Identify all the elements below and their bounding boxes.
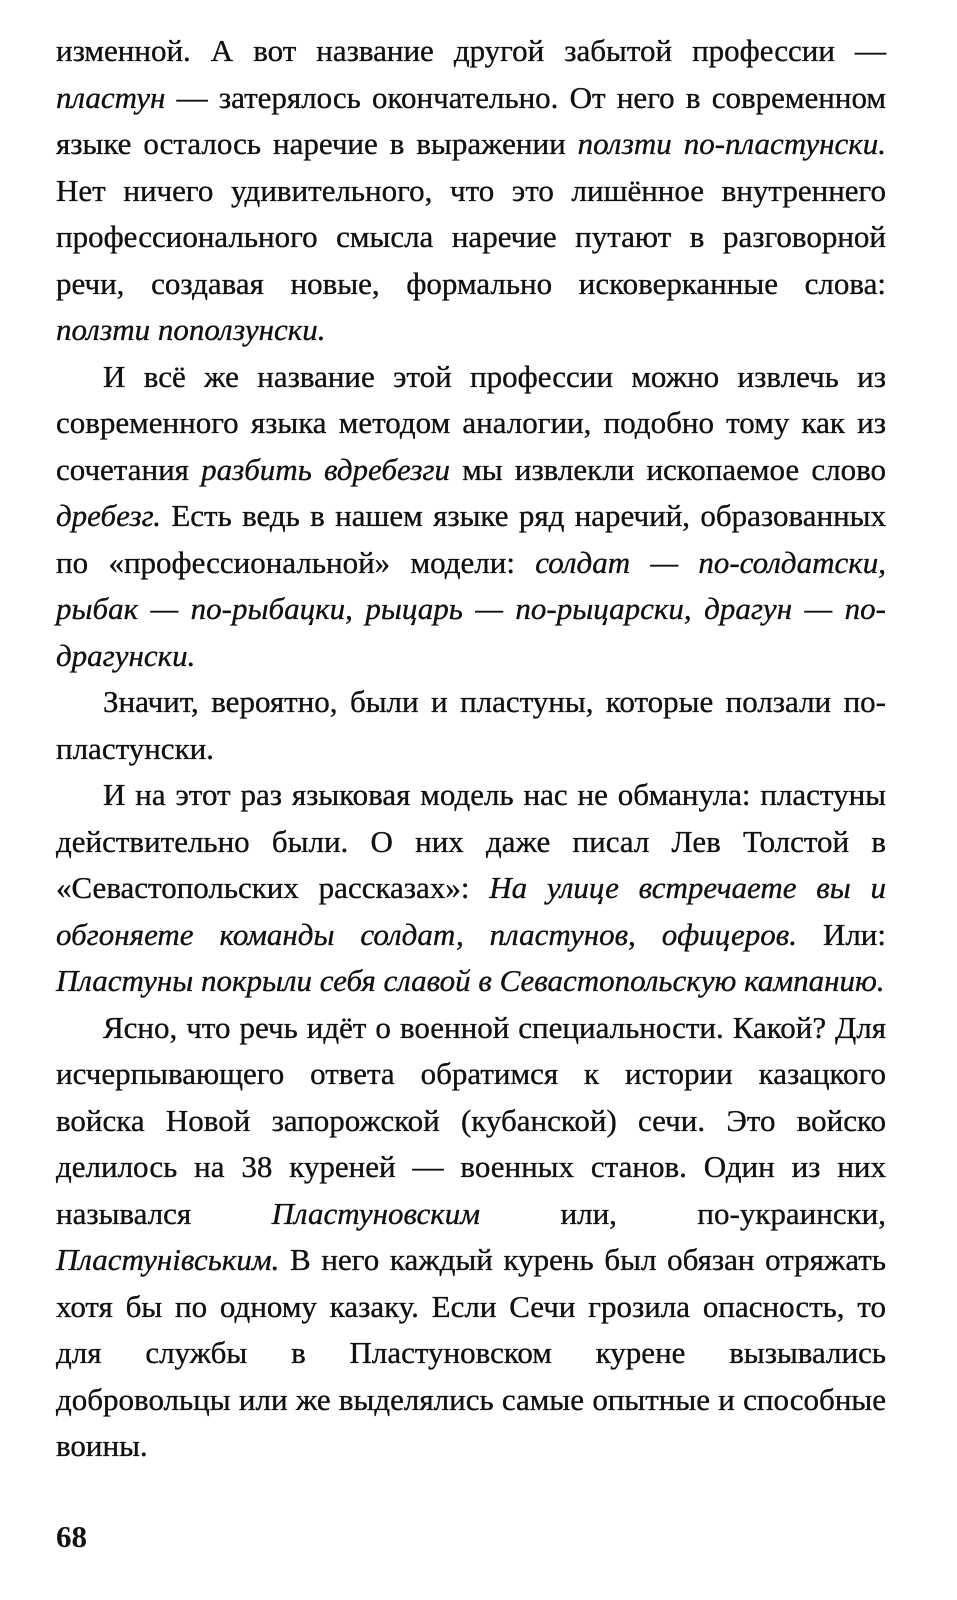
- page-text-body: [56, 28, 886, 1470]
- page-number: 68: [56, 1519, 87, 1554]
- italic-text-run: ползти поползунски.: [56, 312, 326, 347]
- text-run: Ясно, что речь идёт о военной специальности. Какой? Для исчерпывающего ответа обратимся к истории казацкого войска Новой запорожской (кубанской) сечи. Это войско делилось на 38 куреней — военных станов. Один из них назывался: [56, 1009, 886, 1231]
- text-run: И всё же название этой профессии можно извлечь из современного языка методом аналогии, подобно тому как из сочетания: [56, 358, 886, 487]
- paragraph-p1: [56, 28, 886, 354]
- text-run: Нет ничего удивительного, что это лишённое внутреннего профессионального смысла наречие путают в разговорной речи, создавая новые, формально исковерканные слова:: [56, 172, 886, 301]
- italic-text-run: Пластунівським.: [56, 1242, 280, 1277]
- italic-text-run: разбить вдребезги: [201, 451, 451, 487]
- italic-text-run: Пластуновским: [271, 1195, 481, 1231]
- italic-text-run: Пластуны покрыли себя славой в Севастопольскую кампанию.: [56, 963, 885, 998]
- paragraph-p2: [56, 354, 886, 680]
- text-run: Или:: [797, 916, 887, 952]
- text-run: мы извлекли ископаемое слово: [450, 451, 886, 487]
- paragraph-p5: [56, 1005, 886, 1470]
- italic-text-run: На улице встречаете вы и обгоняете команды солдат, пластунов, офицеров.: [56, 870, 886, 952]
- paragraph-p4: [56, 772, 886, 1005]
- text-run: Есть ведь в нашем языке ряд наречий, образованных по «профессиональной» модели:: [56, 498, 886, 580]
- text-run: изменной. А вот название другой забытой профессии —: [56, 33, 886, 68]
- italic-text-run: дребезг.: [56, 498, 162, 533]
- italic-text-run: пластун: [56, 79, 166, 115]
- text-run: или, по-украински,: [480, 1195, 886, 1231]
- paragraph-p3: [56, 679, 886, 772]
- text-run: — затерялось окончательно. От него в современном языке осталось наречие в выражении: [56, 79, 886, 161]
- italic-text-run: солдат — по-солдатски, рыбак — по-рыбацки, рыцарь — по-рыцарски, драгун — по-драгунски.: [56, 544, 886, 673]
- italic-text-run: ползти по-пластунски.: [577, 126, 886, 161]
- text-run: И на этот раз языковая модель нас не обманула: пластуны действительно были. О них даже писал Лев Толстой в «Севастопольских рассказах»:: [56, 777, 886, 905]
- text-run: В него каждый курень был обязан отряжать хотя бы по одному казаку. Если Сечи грозила опасность, то для службы в Пластуновском курене вызывались добровольцы или же выделялись самые опытные и способные воины.: [56, 1242, 886, 1463]
- text-run: Значит, вероятно, были и пластуны, которые ползали по-пластунски.: [56, 684, 886, 766]
